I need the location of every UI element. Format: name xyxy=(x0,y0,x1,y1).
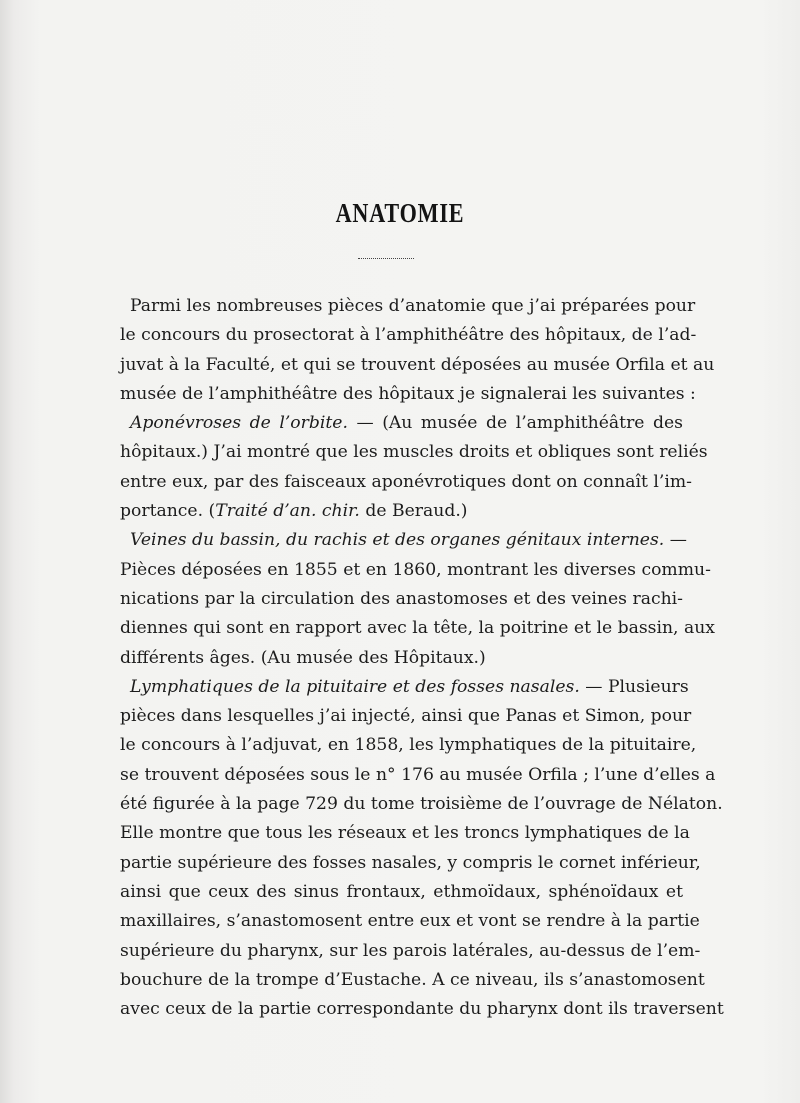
text-line xyxy=(120,761,716,790)
text-line xyxy=(120,351,715,380)
text-segment: portance. ( xyxy=(120,501,216,522)
text-line xyxy=(120,292,696,321)
text-line xyxy=(120,966,705,995)
text-line xyxy=(120,468,692,497)
text-line xyxy=(120,878,683,907)
italic-heading: Aponévroses de l’orbite. xyxy=(130,413,348,434)
text-segment: diennes qui sont en rapport avec la tête, la poitrine et le bassin, aux xyxy=(120,618,715,639)
text-line xyxy=(120,614,715,643)
text-segment: différents âges. (Au musée des Hôpitaux.) xyxy=(120,647,486,668)
text-segment: le concours à l’adjuvat, en 1858, les lymphatiques de la pituitaire, xyxy=(120,735,697,756)
text-segment: maxillaires, s’anastomosent entre eux et vont se rendre à la partie xyxy=(120,911,700,932)
text-line xyxy=(120,380,696,409)
text-line xyxy=(120,644,683,673)
page-title: ANATOMIE xyxy=(335,198,465,228)
text-segment: bouchure de la trompe d’Eustache. A ce niveau, ils s’anastomosent xyxy=(120,969,705,990)
text-segment: partie supérieure des fosses nasales, y compris le cornet inférieur, xyxy=(120,852,701,873)
italic-heading: Traité d’an. chir. xyxy=(215,501,360,522)
text-segment: — Plusieurs xyxy=(579,676,689,697)
text-line xyxy=(120,438,708,467)
text-line xyxy=(120,556,711,585)
text-segment: le concours du prosectorat à l’amphithéâtre des hôpitaux, de l’ad- xyxy=(120,325,697,346)
text-segment: pièces dans lesquelles j’ai injecté, ainsi que Panas et Simon, pour xyxy=(120,706,692,727)
text-line xyxy=(120,995,724,1024)
text-line xyxy=(120,409,683,438)
body-text xyxy=(120,292,724,1024)
italic-heading: Lymphatiques de la pituitaire et des fosses nasales. xyxy=(130,676,580,697)
text-line xyxy=(120,790,723,819)
italic-heading: Veines du bassin, du rachis et des organes génitaux internes. xyxy=(130,530,665,551)
text-line xyxy=(120,731,697,760)
text-segment: hôpitaux.) J’ai montré que les muscles droits et obliques sont reliés xyxy=(120,442,708,463)
text-segment: avec ceux de la partie correspondante du pharynx dont ils traversent xyxy=(120,999,724,1020)
text-segment: — xyxy=(664,530,687,551)
text-segment: juvat à la Faculté, et qui se trouvent déposées au musée Orfila et au xyxy=(120,354,715,375)
text-line xyxy=(120,585,683,614)
text-line xyxy=(120,819,690,848)
text-line xyxy=(120,849,701,878)
text-segment: se trouvent déposées sous le n° 176 au musée Orfila ; l’une d’elles a xyxy=(120,764,716,785)
text-segment: ainsi que ceux des sinus frontaux, ethmoïdaux, sphénoïdaux et xyxy=(120,881,683,902)
text-line xyxy=(120,526,687,555)
text-segment: Elle montre que tous les réseaux et les troncs lymphatiques de la xyxy=(120,823,690,844)
text-segment: nications par la circulation des anastomoses et des veines rachi- xyxy=(120,588,683,609)
text-segment: Pièces déposées en 1855 et en 1860, montrant les diverses commu- xyxy=(120,559,711,580)
text-segment: — (Au musée de l’amphithéâtre des xyxy=(347,413,683,434)
text-line xyxy=(120,321,697,350)
text-segment: entre eux, par des faisceaux aponévrotiques dont on connaît l’im- xyxy=(120,471,692,492)
text-line xyxy=(120,673,689,702)
bleed-through-texture xyxy=(92,86,732,286)
text-segment: été figurée à la page 729 du tome troisième de l’ouvrage de Nélaton. xyxy=(120,794,723,815)
text-line xyxy=(120,497,683,526)
text-line xyxy=(120,702,692,731)
text-segment: Parmi les nombreuses pièces d’anatomie que j’ai préparées pour xyxy=(130,296,696,316)
text-segment: de Beraud.) xyxy=(359,501,468,522)
text-segment: supérieure du pharynx, sur les parois latérales, au-dessus de l’em- xyxy=(120,940,701,961)
text-line xyxy=(120,907,700,936)
text-segment: musée de l’amphithéâtre des hôpitaux je signalerai les suivantes : xyxy=(120,383,696,404)
title-rule xyxy=(358,258,414,259)
text-line xyxy=(120,937,701,966)
